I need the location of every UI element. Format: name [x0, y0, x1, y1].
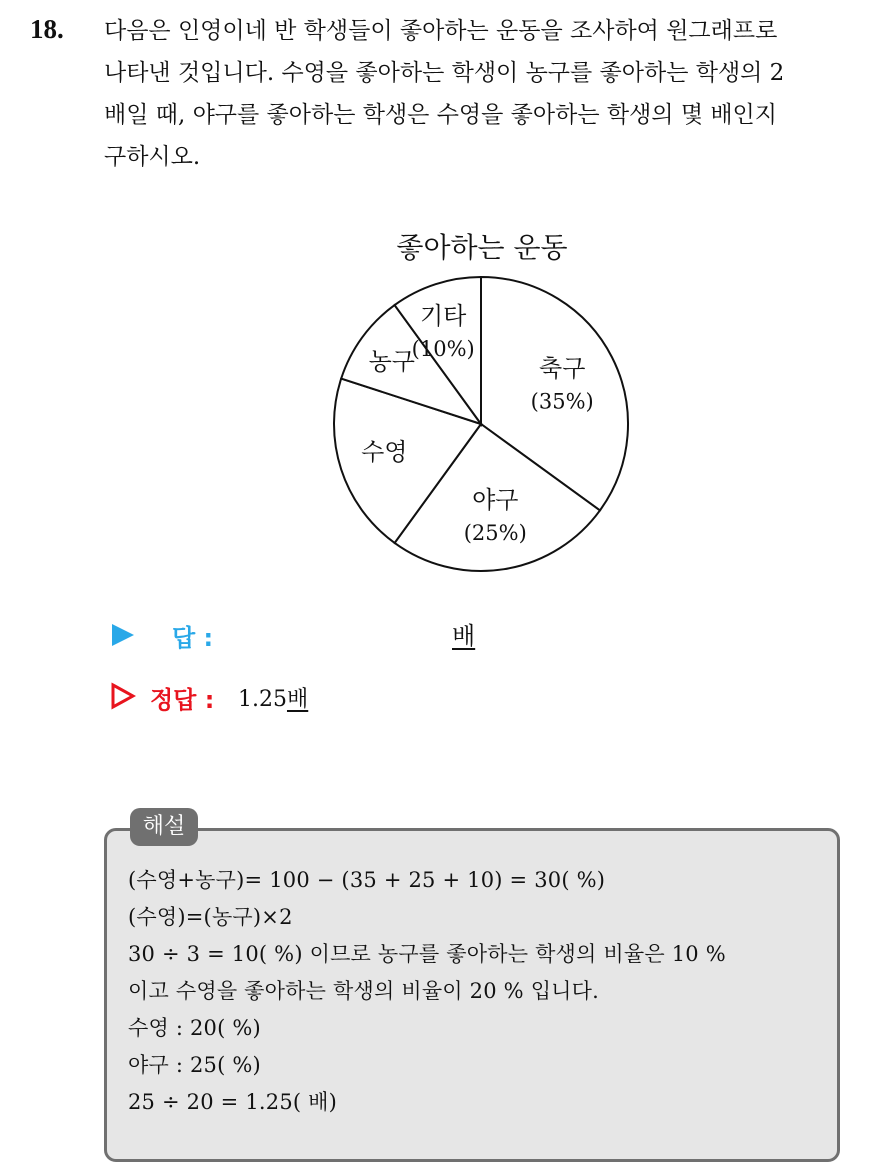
answer-arrow-icon: [112, 624, 134, 646]
explanation-tag: 해설: [130, 808, 198, 846]
question-line: 나타낸 것입니다. 수영을 좋아하는 학생이 농구를 좋아하는 학생의 2: [104, 60, 785, 86]
pie-slice-label: 야구: [472, 486, 519, 515]
chart-title: 좋아하는 운동: [396, 231, 568, 264]
pie-slice-value: (10%): [411, 337, 475, 362]
explanation-line: 30 ÷ 3 = 10( %) 이므로 농구를 좋아하는 학생의 비율은 10 %: [128, 942, 726, 966]
correct-answer: [238, 682, 308, 713]
question-number: 18.: [30, 14, 64, 44]
pie-slice-label: 수영: [361, 438, 408, 467]
question-line: 배일 때, 야구를 좋아하는 학생은 수영을 좋아하는 학생의 몇 배인지: [104, 102, 777, 128]
pie-slice-value: (25%): [463, 521, 527, 546]
pie-slice-value: (35%): [530, 389, 594, 414]
explanation-line: 야구 : 25( %): [128, 1053, 261, 1077]
answer-label: 답 :: [172, 624, 214, 652]
correct-answer-arrow-icon: [110, 682, 136, 710]
question-line: 구하시오.: [104, 144, 201, 170]
explanation-line: (수영+농구)= 100 − (35 + 25 + 10) = 30( %): [128, 868, 606, 892]
correct-answer-value: 1.25: [238, 687, 287, 712]
pie-slice-label: 농구: [368, 347, 415, 376]
explanation-line: 이고 수영을 좋아하는 학생의 비율이 20 % 입니다.: [128, 979, 600, 1003]
correct-answer-label: 정답 :: [150, 686, 215, 714]
answer-unit: 배: [452, 622, 476, 650]
pie-slice-label: 축구: [539, 354, 586, 383]
correct-answer-unit: 배: [286, 687, 309, 712]
explanation-line: (수영)=(농구)×2: [128, 905, 293, 929]
explanation-line: 25 ÷ 20 = 1.25( 배): [128, 1090, 338, 1114]
pie-slice-label: 기타: [420, 302, 467, 331]
question-line: 다음은 인영이네 반 학생들이 좋아하는 운동을 조사하여 원그래프로: [104, 18, 778, 44]
explanation-line: 수영 : 20( %): [128, 1016, 261, 1040]
explanation-text: [128, 862, 828, 1121]
